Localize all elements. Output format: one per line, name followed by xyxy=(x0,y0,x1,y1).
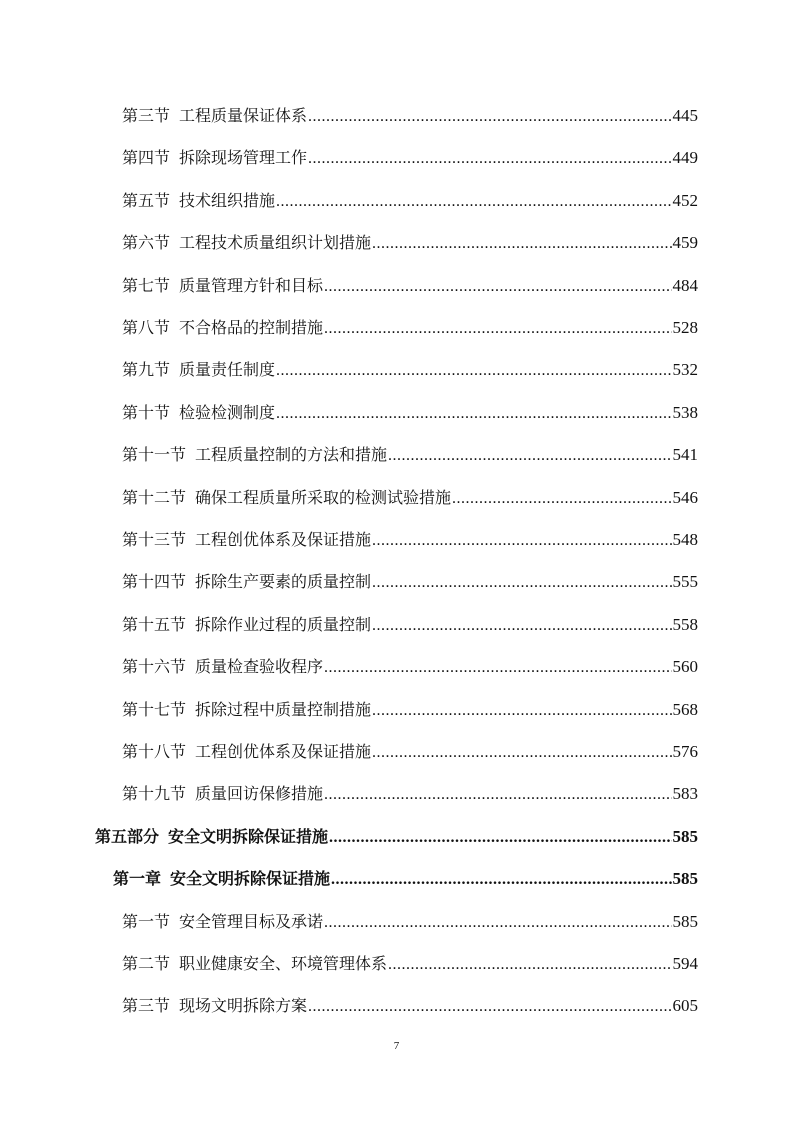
dot-leader xyxy=(372,231,671,257)
toc-entry-label xyxy=(122,442,387,468)
toc-entry-title: 安全文明拆除保证措施 xyxy=(170,869,331,889)
toc-entry-number: 第五节 xyxy=(122,190,171,210)
toc-entry-section[interactable] xyxy=(122,993,698,1019)
toc-entry-number: 第一节 xyxy=(122,911,171,931)
toc-entry-title: 安全文明拆除保证措施 xyxy=(168,826,329,846)
toc-entry-label xyxy=(122,273,323,299)
toc-entry-title: 拆除现场管理工作 xyxy=(179,148,308,168)
toc-entry-section[interactable] xyxy=(122,951,698,977)
dot-leader xyxy=(329,825,671,851)
toc-entry-page: 546 xyxy=(672,487,698,507)
toc-entry-page: 555 xyxy=(672,572,698,592)
toc-entry-label xyxy=(122,230,371,256)
toc-entry-title: 安全管理目标及承诺 xyxy=(179,911,324,931)
toc-entry-page: 560 xyxy=(672,657,698,677)
toc-entry-title: 工程质量控制的方法和措施 xyxy=(195,445,388,465)
dot-leader xyxy=(388,952,671,978)
toc-entry-page: 576 xyxy=(672,742,698,761)
toc-entry-title: 质量回访保修措施 xyxy=(195,784,324,804)
toc-entry-title: 拆除作业过程的质量控制 xyxy=(195,614,372,634)
toc-entry-page: 594 xyxy=(672,954,698,973)
dot-leader xyxy=(372,698,671,724)
toc-entry-section[interactable] xyxy=(122,188,698,214)
toc-entry-label xyxy=(122,400,275,426)
toc-entry-number: 第五部分 xyxy=(95,826,160,846)
dot-leader xyxy=(331,867,671,893)
dot-leader xyxy=(324,655,671,681)
dot-leader xyxy=(308,994,671,1020)
toc-entry-section[interactable] xyxy=(122,909,698,935)
toc-entry-title: 拆除过程中质量控制措施 xyxy=(195,699,372,719)
toc-entry-number: 第十四节 xyxy=(122,572,187,592)
toc-entry-label xyxy=(122,697,371,723)
toc-entry-number: 第三节 xyxy=(122,996,171,1016)
toc-entry-label xyxy=(122,357,275,383)
toc-entry-label xyxy=(122,654,323,680)
toc-entry-page: 585 xyxy=(672,869,698,889)
toc-entry-title: 质量检查验收程序 xyxy=(195,657,324,677)
toc-entry-page: 585 xyxy=(672,826,698,846)
toc-entry-section[interactable] xyxy=(122,569,698,595)
dot-leader xyxy=(324,274,671,300)
toc-entry-number: 第三节 xyxy=(122,106,171,125)
toc-entry-section[interactable] xyxy=(122,781,698,807)
toc-entry-title: 质量责任制度 xyxy=(179,360,276,380)
toc-entry-number: 第十二节 xyxy=(122,487,187,507)
toc-entry-number: 第十节 xyxy=(122,402,171,422)
dot-leader xyxy=(324,316,671,342)
toc-entry-number: 第一章 xyxy=(113,869,162,889)
toc-entry-title: 不合格品的控制措施 xyxy=(179,318,324,337)
toc-entry-number: 第十五节 xyxy=(122,614,187,634)
dot-leader xyxy=(372,528,671,554)
toc-entry-page: 445 xyxy=(672,106,698,125)
toc-entry-number: 第八节 xyxy=(122,318,171,337)
dot-leader xyxy=(308,146,671,172)
toc-entry-title: 工程技术质量组织计划措施 xyxy=(179,233,372,253)
toc-entry-chapter[interactable] xyxy=(113,866,698,892)
toc-entry-section[interactable] xyxy=(122,315,698,341)
toc-entry-title: 现场文明拆除方案 xyxy=(179,996,308,1016)
toc-entry-label xyxy=(122,909,323,935)
dot-leader xyxy=(388,443,671,469)
toc-entry-label xyxy=(122,739,371,765)
toc-entry-section[interactable] xyxy=(122,739,698,765)
toc-entry-page: 568 xyxy=(672,699,698,719)
toc-entry-label xyxy=(122,315,323,341)
dot-leader xyxy=(452,486,671,512)
toc-entry-label xyxy=(122,781,323,807)
toc-entry-section[interactable] xyxy=(122,527,698,553)
toc-entry-section[interactable] xyxy=(122,357,698,383)
toc-entry-page: 484 xyxy=(672,275,698,295)
toc-entry-page: 449 xyxy=(672,148,698,168)
page-number: 7 xyxy=(393,1040,400,1052)
toc-entry-number: 第十八节 xyxy=(122,742,187,761)
toc-entry-title: 工程质量保证体系 xyxy=(179,106,308,125)
toc-entry-section[interactable] xyxy=(122,145,698,171)
toc-entry-section[interactable] xyxy=(122,273,698,299)
toc-entry-section[interactable] xyxy=(122,230,698,256)
dot-leader xyxy=(308,104,671,130)
toc-entry-title: 职业健康安全、环境管理体系 xyxy=(179,954,388,973)
toc-entry-number: 第十七节 xyxy=(122,699,187,719)
dot-leader xyxy=(372,740,671,766)
toc-entry-label xyxy=(113,866,330,892)
toc-entry-title: 工程创优体系及保证措施 xyxy=(195,530,372,549)
dot-leader xyxy=(324,910,671,936)
toc-entry-label xyxy=(122,951,387,977)
toc-entry-part[interactable] xyxy=(95,824,698,850)
toc-entry-label xyxy=(122,612,371,638)
toc-entry-number: 第十九节 xyxy=(122,784,187,804)
toc-entry-page: 528 xyxy=(672,318,698,337)
toc-entry-section[interactable] xyxy=(122,400,698,426)
toc-entry-title: 质量管理方针和目标 xyxy=(179,275,324,295)
toc-entry-number: 第十三节 xyxy=(122,530,187,549)
toc-entry-label xyxy=(122,188,275,214)
toc-entry-page: 558 xyxy=(672,614,698,634)
toc-entry-title: 技术组织措施 xyxy=(179,190,276,210)
toc-entry-label xyxy=(122,145,307,171)
dot-leader xyxy=(276,189,671,215)
dot-leader xyxy=(372,570,671,596)
dot-leader xyxy=(324,782,671,808)
dot-leader xyxy=(372,613,671,639)
toc-entry-section[interactable] xyxy=(122,103,698,129)
toc-entry-title: 确保工程质量所采取的检测试验措施 xyxy=(195,487,452,507)
toc-entry-page: 585 xyxy=(672,911,698,931)
toc-entry-label xyxy=(122,569,371,595)
toc-entry-page: 459 xyxy=(672,233,698,253)
toc-entry-page: 452 xyxy=(672,190,698,210)
toc-entry-label xyxy=(122,103,307,129)
toc-entry-number: 第四节 xyxy=(122,148,171,168)
toc-entry-section[interactable] xyxy=(122,697,698,723)
toc-entry-page: 532 xyxy=(672,360,698,380)
toc-entry-page: 548 xyxy=(672,530,698,549)
toc-entry-number: 第九节 xyxy=(122,360,171,380)
toc-entry-section[interactable] xyxy=(122,654,698,680)
toc-entry-title: 工程创优体系及保证措施 xyxy=(195,742,372,761)
toc-entry-page: 605 xyxy=(672,996,698,1016)
toc-entry-label xyxy=(95,824,328,850)
toc-entry-page: 583 xyxy=(672,784,698,804)
toc-entry-number: 第十一节 xyxy=(122,445,187,465)
toc-entry-section[interactable] xyxy=(122,442,698,468)
toc-entry-title: 检验检测制度 xyxy=(179,402,276,422)
toc-entry-section[interactable] xyxy=(122,485,698,511)
toc-entry-page: 541 xyxy=(672,445,698,465)
toc-entry-label xyxy=(122,527,371,553)
toc-entry-number: 第二节 xyxy=(122,954,171,973)
toc-entry-number: 第十六节 xyxy=(122,657,187,677)
toc-entry-page: 538 xyxy=(672,402,698,422)
dot-leader xyxy=(276,401,671,427)
toc-entry-title: 拆除生产要素的质量控制 xyxy=(195,572,372,592)
toc-entry-label xyxy=(122,485,451,511)
toc-entry-number: 第六节 xyxy=(122,233,171,253)
dot-leader xyxy=(276,358,671,384)
toc-entry-label xyxy=(122,993,307,1019)
toc-entry-section[interactable] xyxy=(122,612,698,638)
toc-entry-number: 第七节 xyxy=(122,275,171,295)
